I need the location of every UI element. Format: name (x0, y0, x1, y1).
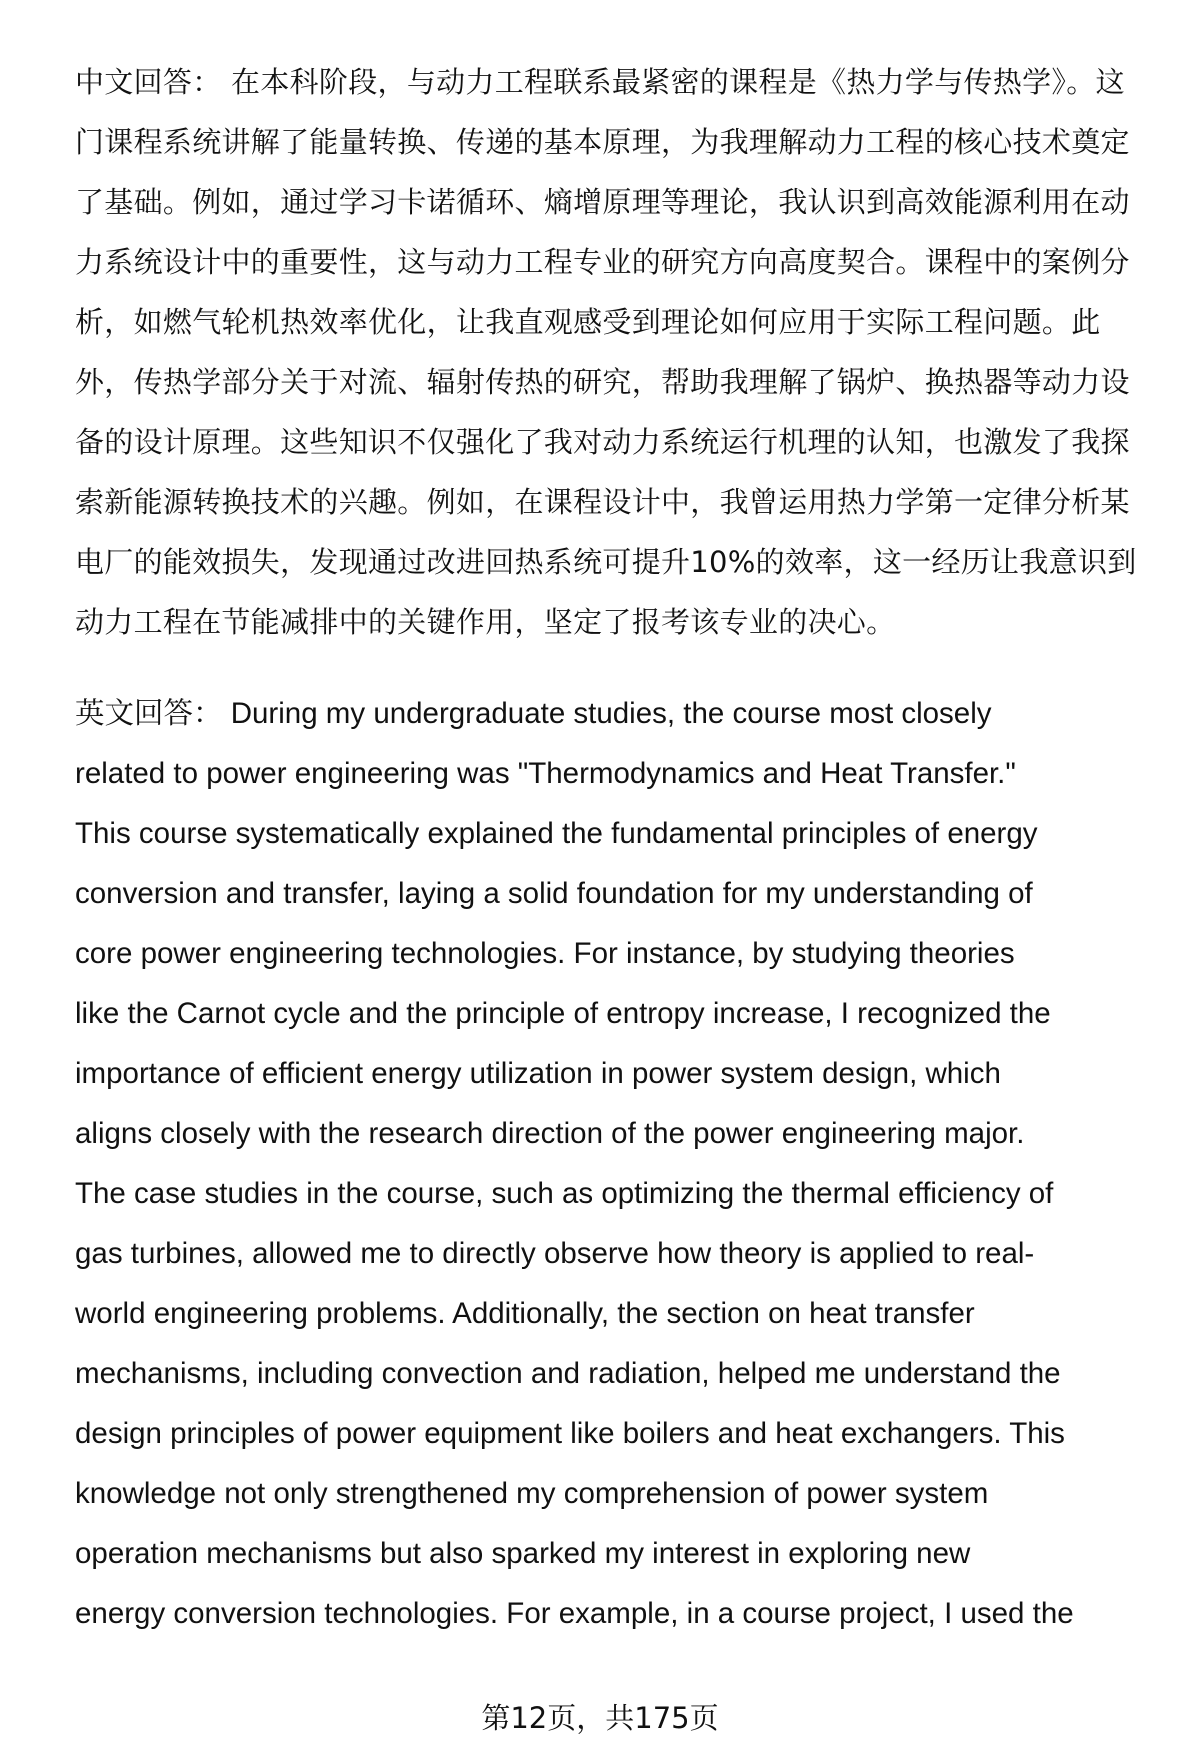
text-line: 电厂的能效损失，发现通过改进回热系统可提升10%的效率，这一经历让我意识到 (75, 545, 1137, 579)
text-line: related to power engineering was "Thermodynamics and Heat Transfer." (75, 757, 1016, 790)
text-line: conversion and transfer, laying a solid foundation for my understanding of (75, 877, 1033, 910)
text-line: 了基础。例如，通过学习卡诺循环、熵增原理等理论，我认识到高效能源利用在动 (75, 185, 1130, 219)
text-line: core power engineering technologies. For instance, by studying theories (75, 937, 1015, 970)
page-number-footer: 第12页，共175页 (481, 1701, 719, 1735)
text-line: 析，如燃气轮机热效率优化，让我直观感受到理论如何应用于实际工程问题。此 (75, 305, 1101, 339)
text-line: 英文回答： During my undergraduate studies, the course most closely (75, 697, 992, 730)
text-line: 动力工程在节能减排中的关键作用，坚定了报考该专业的决心。 (75, 605, 896, 639)
text-line: 中文回答： 在本科阶段，与动力工程联系最紧密的课程是《热力学与传热学》。这 (75, 65, 1125, 99)
text-line: aligns closely with the research direction of the power engineering major. (75, 1117, 1025, 1150)
text-line: importance of efficient energy utilization in power system design, which (75, 1057, 1001, 1090)
text-line: like the Carnot cycle and the principle of entropy increase, I recognized the (75, 997, 1051, 1030)
text-line: 索新能源转换技术的兴趣。例如，在课程设计中，我曾运用热力学第一定律分析某 (75, 485, 1130, 519)
text-line: design principles of power equipment like boilers and heat exchangers. This (75, 1417, 1065, 1450)
text-line: The case studies in the course, such as optimizing the thermal efficiency of (75, 1177, 1054, 1210)
text-line: 门课程系统讲解了能量转换、传递的基本原理，为我理解动力工程的核心技术奠定 (75, 125, 1130, 159)
text-line: This course systematically explained the fundamental principles of energy (75, 817, 1038, 850)
text-line: 备的设计原理。这些知识不仅强化了我对动力系统运行机理的认知，也激发了我探 (75, 425, 1130, 459)
text-line: mechanisms, including convection and radiation, helped me understand the (75, 1357, 1061, 1390)
text-line: operation mechanisms but also sparked my interest in exploring new (75, 1537, 971, 1570)
text-line: world engineering problems. Additionally, the section on heat transfer (75, 1297, 975, 1330)
text-line: gas turbines, allowed me to directly observe how theory is applied to real- (75, 1237, 1035, 1270)
text-line: 力系统设计中的重要性，这与动力工程专业的研究方向高度契合。课程中的案例分 (75, 245, 1130, 279)
text-line: 外，传热学部分关于对流、辐射传热的研究，帮助我理解了锅炉、换热器等动力设 (75, 365, 1130, 399)
text-line: knowledge not only strengthened my comprehension of power system (75, 1477, 989, 1510)
text-line: energy conversion technologies. For example, in a course project, I used the (75, 1597, 1074, 1630)
